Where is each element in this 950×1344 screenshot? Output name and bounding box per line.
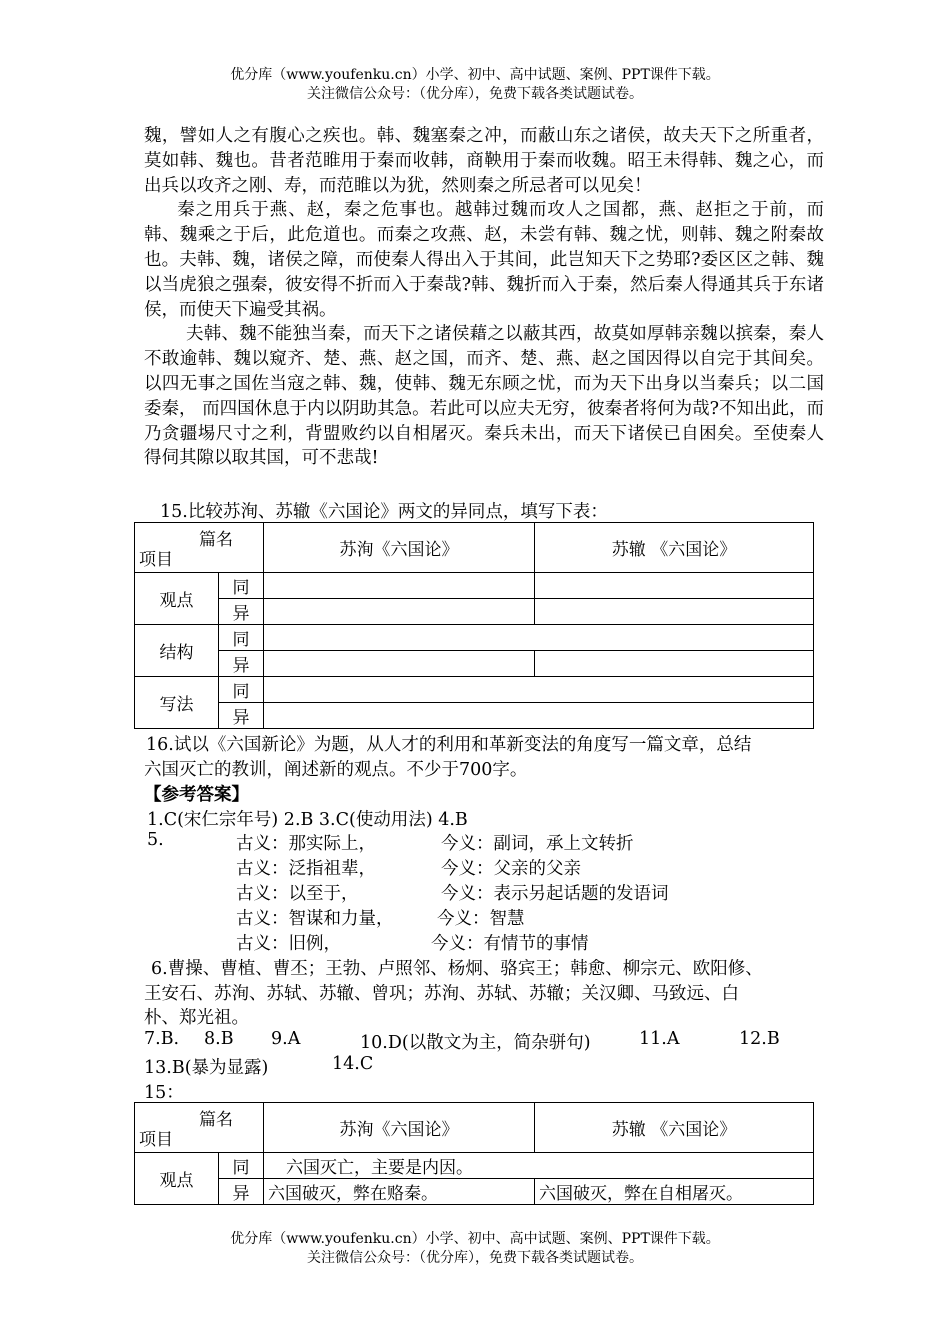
answer-15-label: 15： [144,1083,184,1103]
answers-1-4: 1.C(宋仁宗年号) 2.B 3.C(使动用法) 4.B [147,810,468,830]
a5-ancient-1: 古义：那实际上， [236,834,376,854]
answer-5-number: 5. [147,830,164,850]
answer-6-line-2: 王安石、苏洵、苏轼、苏辙、曾巩；苏洵、苏轼、苏辙；关汉卿、马致远、白 [144,984,739,1004]
comparison-table [134,522,814,729]
a5-modern-2: 今义：父亲的父亲 [441,859,581,879]
answer-table [134,1102,814,1205]
answer-7: 7.B. [144,1029,180,1049]
answer-10: 10.D(以散文为主，简杂骈句) [360,1033,591,1053]
cell-empty [264,703,814,729]
answer-12: 12.B [739,1029,780,1049]
header-item-label: 项目 [139,1130,173,1150]
paragraph-1: 魏，譬如人之有腹心之疾也。韩、魏塞秦之冲，而蔽山东之诸侯，故夫天下之所重者，莫如韩、魏也。昔者范睢用于秦而收韩，商鞅用于秦而收魏。昭王未得韩、魏之心，而出兵以攻齐之刚、寿，而范睢以为犹，然则秦之所忌者可以见矣！ [144,126,824,196]
page-header [0,66,950,104]
answer-13: 13.B(暴为显露) [144,1058,269,1078]
diff-label: 异 [219,651,264,677]
answer-14: 14.C [332,1054,374,1074]
same-label: 同 [219,573,264,599]
answer-6-line-1: 6.曹操、曹植、曹丕；王勃、卢照邻、杨炯、骆宾王；韩愈、柳宗元、欧阳修、 [151,959,763,979]
question-15: 15.比较苏洵、苏辙《六国论》两文的异同点，填写下表： [160,502,608,522]
passage [144,124,824,471]
page-footer [0,1230,950,1268]
cell-empty [264,599,535,625]
question-16-line-2: 六国灭亡的教训，阐述新的观点。不少于700字。 [144,760,528,780]
row-structure: 结构 [135,625,219,677]
a5-ancient-4: 古义：智谋和力量， [236,909,394,929]
answer-6-line-3: 朴、郑光祖。 [144,1008,249,1028]
a5-ancient-2: 古义：泛指祖辈， [236,859,376,879]
a5-ancient-5: 古义：旧例， [236,934,341,954]
same-label: 同 [219,677,264,703]
answers-title: 【参考答案】 [144,785,249,805]
diff-label: 异 [219,1179,264,1205]
paragraph-3: 夫韩、魏不能独当秦，而天下之诸侯藉之以蔽其西，故莫如厚韩亲魏以摈秦，秦人不敢逾韩、魏以窥齐、楚、燕、赵之国，而齐、楚、燕、赵之国因得以自完于其间矣。以四无事之国佐当寇之韩、魏，使韩、魏无东顾之忧，而为天下出身以当秦兵；以二国委秦， 而四国休息于内以阴助其急。若此可以应夫无穷，彼秦者将何为哉?不知出此，而乃贪疆埸尺寸之利，背盟败约以自相屠灭。秦兵未出，而天下诸侯已自困矣。至使秦人得伺其隙以取其国，可不悲哉! [144,324,824,469]
cell-empty [535,651,814,677]
row-writing: 写法 [135,677,219,729]
cell-diff-su-zhe: 六国破灭，弊在自相屠灭。 [535,1179,814,1205]
a5-modern-5: 今义：有情节的事情 [431,934,589,954]
cell-diff-su-xun: 六国破灭，弊在赂秦。 [264,1179,535,1205]
row-viewpoint: 观点 [135,1153,219,1205]
cell-empty [535,599,814,625]
header-item-label: 项目 [139,550,173,570]
answer-9: 9.A [271,1029,301,1049]
diff-label: 异 [219,703,264,729]
diff-label: 异 [219,599,264,625]
a5-modern-3: 今义：表示另起话题的发语词 [441,884,669,904]
cell-same-answer: 六国灭亡，主要是内因。 [264,1153,814,1179]
same-label: 同 [219,625,264,651]
table-corner-header [135,523,264,573]
header-line-2: 关注微信公众号：（优分库），免费下载各类试题试卷。 [307,86,643,102]
same-label: 同 [219,1153,264,1179]
row-viewpoint: 观点 [135,573,219,625]
header-title-label: 篇名 [199,530,233,550]
footer-line-1: 优分库（www.youfenku.cn）小学、初中、高中试题、案例、PPT课件下载。 [230,1231,720,1247]
question-16-line-1: 16.试以《六国新论》为题，从人才的利用和革新变法的角度写一篇文章，总结 [146,735,752,755]
footer-line-2: 关注微信公众号：（优分库），免费下载各类试题试卷。 [307,1250,643,1266]
table-corner-header [135,1103,264,1153]
cell-empty [535,573,814,599]
header-title-label: 篇名 [199,1110,233,1130]
a5-ancient-3: 古义：以至于， [236,884,359,904]
column-su-zhe: 苏辙 《六国论》 [535,523,814,573]
cell-empty [264,677,814,703]
answer-11: 11.A [639,1029,680,1049]
paragraph-2: 秦之用兵于燕、赵，秦之危事也。越韩过魏而攻人之国都，燕、赵拒之于前，而韩、魏乘之于后，此危道也。而秦之攻燕、赵，未尝有韩、魏之忧，则韩、魏之附秦故也。夫韩、魏，诸侯之障，而使秦人得出入于其间，此岂知天下之势耶?委区区之韩、魏以当虎狼之强秦，彼安得不折而入于秦哉?韩、魏折而入于秦，然后秦人得通其兵于东诸侯，而使天下遍受其祸。 [144,200,824,320]
a5-modern-4: 今义：智慧 [437,909,525,929]
cell-empty [264,573,535,599]
column-su-zhe: 苏辙 《六国论》 [535,1103,814,1153]
cell-empty [264,625,814,651]
a5-modern-1: 今义：副词，承上文转折 [441,834,634,854]
header-line-1: 优分库（www.youfenku.cn）小学、初中、高中试题、案例、PPT课件下载。 [230,67,720,83]
cell-empty [264,651,535,677]
column-su-xun: 苏洵《六国论》 [264,1103,535,1153]
column-su-xun: 苏洵《六国论》 [264,523,535,573]
answer-8: 8.B [204,1029,234,1049]
